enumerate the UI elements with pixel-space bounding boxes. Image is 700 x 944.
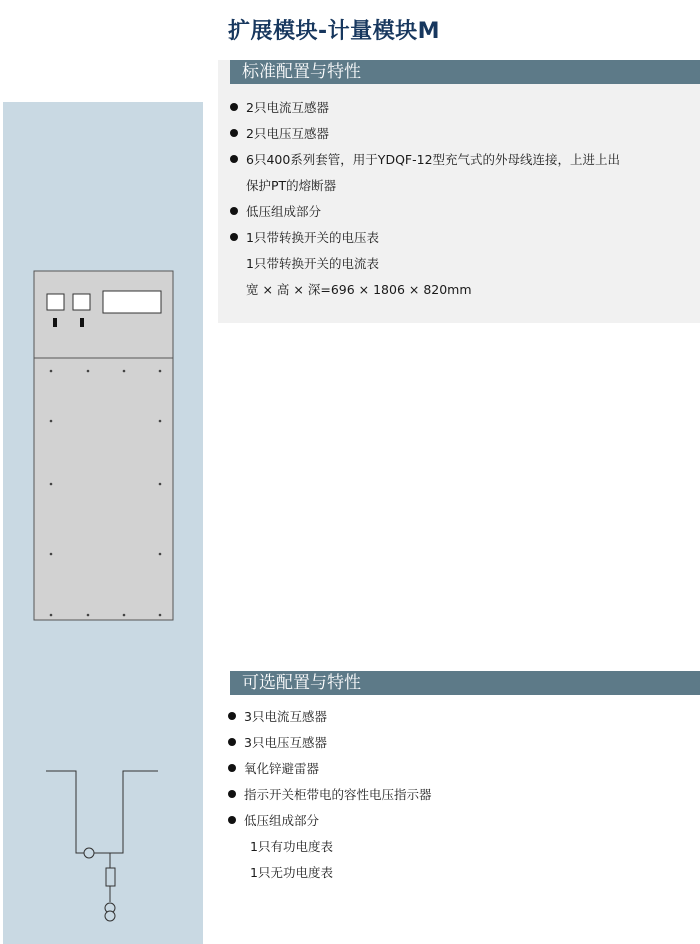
list-item: 2只电压互感器 [230, 126, 329, 142]
bullet-icon [230, 129, 238, 137]
page-title: 扩展模块-计量模块M [228, 19, 441, 44]
list-item: 6只400系列套管，用于YDQF-12型充气式的外母线连接，上进上出 [230, 152, 620, 168]
bullet-icon [228, 816, 236, 824]
optional-config-heading: 可选配置与特性 [230, 671, 700, 695]
cabinet-front-illustration [33, 270, 175, 622]
list-item: 3只电压互感器 [228, 735, 327, 751]
list-item: 低压组成部分 [230, 204, 321, 220]
voltmeter-icon [47, 294, 64, 310]
list-item: 指示开关柜带电的容性电压指示器 [228, 787, 432, 803]
list-item: 2只电流互感器 [230, 100, 329, 116]
list-item: 保护PT的熔断器 [246, 178, 337, 193]
switch-knob-icon [80, 318, 84, 327]
list-item: 3只电流互感器 [228, 709, 327, 725]
bullet-icon [230, 155, 238, 163]
list-item: 低压组成部分 [228, 813, 319, 829]
list-item: 1只无功电度表 [250, 865, 333, 880]
switch-knob-icon [53, 318, 57, 327]
ammeter-icon [73, 294, 90, 310]
circuit-diagram-icon [40, 765, 165, 925]
list-item: 氧化锌避雷器 [228, 761, 319, 777]
bullet-icon [230, 103, 238, 111]
bullet-icon [228, 790, 236, 798]
list-item: 1只有功电度表 [250, 839, 333, 854]
bullet-icon [230, 233, 238, 241]
bullet-icon [228, 764, 236, 772]
bullet-icon [228, 738, 236, 746]
standard-config-heading: 标准配置与特性 [230, 60, 700, 84]
bullet-icon [228, 712, 236, 720]
list-item: 1只带转换开关的电流表 [246, 256, 379, 271]
list-item: 1只带转换开关的电压表 [230, 230, 379, 246]
meter-display-icon [103, 291, 161, 313]
dimensions-text: 宽 × 高 × 深=696 × 1806 × 820mm [246, 282, 472, 297]
bullet-icon [230, 207, 238, 215]
